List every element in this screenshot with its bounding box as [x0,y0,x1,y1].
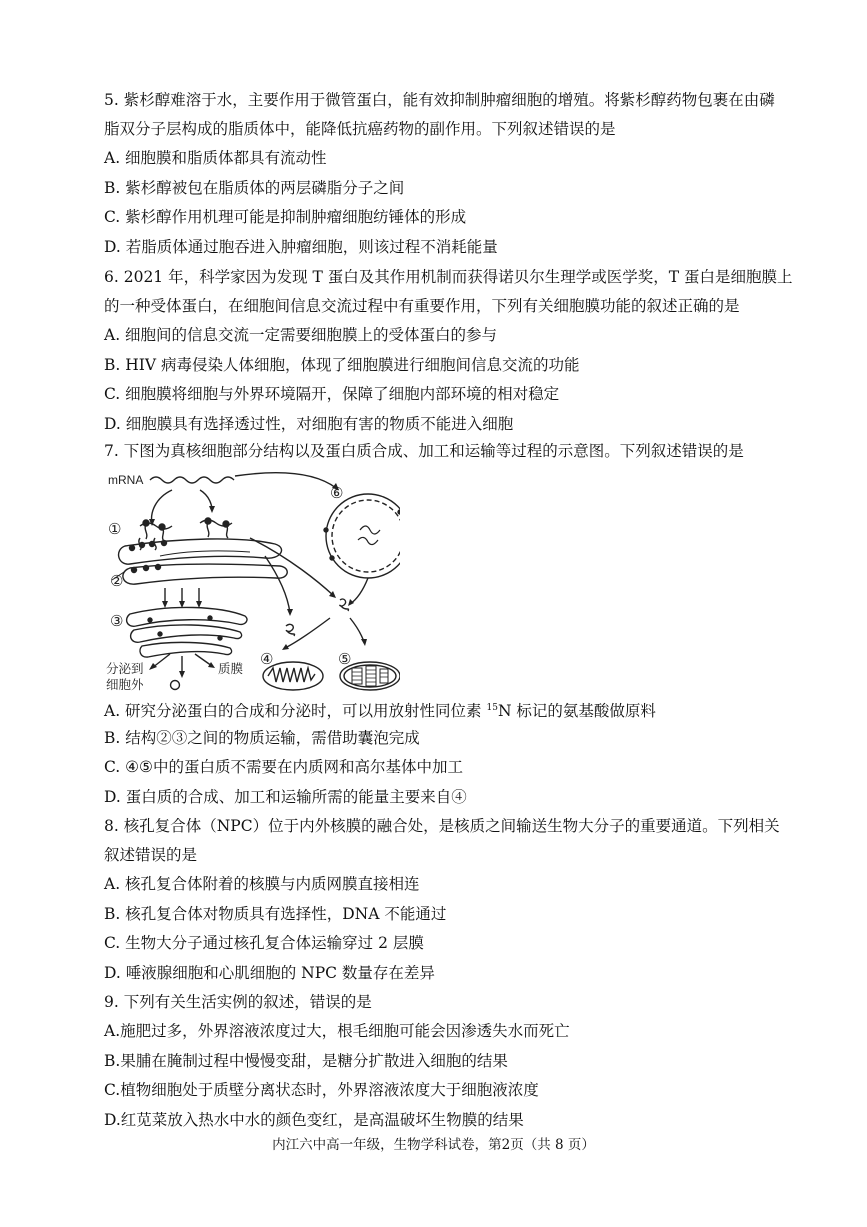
q8-option-c: C. 生物大分子通过核孔复合体运输穿过 2 层膜 [104,934,424,952]
label-4: ④ [260,651,274,668]
mitochondrion [263,662,323,690]
q9-option-b: B.果脯在腌制过程中慢慢变甜，是糖分扩散进入细胞的结果 [104,1051,508,1070]
q7-option-b: B. 结构②③之间的物质运输，需借助囊泡完成 [104,728,420,747]
q6-option-d: D. 细胞膜具有选择透过性，对细胞有害的物质不能进入细胞 [104,414,514,433]
cytosol-protein-left [286,624,295,636]
q9-stem-line1: 9. 下列有关生活实例的叙述，错误的是 [104,993,372,1011]
golgi-apparatus [127,607,247,657]
label-3: ③ [110,613,124,630]
arrow-mrna-left [152,490,172,523]
arrow-to-chloroplast [350,618,364,642]
membrane-label: 质膜 [218,662,244,676]
q8-stem-line2: 叙述错误的是 [104,846,198,864]
q5-stem-line2: 脂双分子层构成的脂质体中，能降低抗癌药物的副作用。下列叙述错误的是 [104,120,616,138]
page-footer: 内江六中高一年级，生物学科试卷，第2页（共 8 页） [272,1137,595,1153]
q7-stem-line1: 7. 下图为真核细胞部分结构以及蛋白质合成、加工和运输等过程的示意图。下列叙述错误的是 [104,442,744,460]
label-6: ⑥ [330,485,344,502]
q9-option-a: A.施肥过多，外界溶液浓度过大，根毛细胞可能会因渗透失水而死亡 [104,1022,570,1040]
question-7-stem [104,437,767,466]
q8-option-d: D. 唾液腺细胞和心肌细胞的 NPC 数量存在差异 [104,963,435,982]
nucleus [324,494,400,578]
label-5: ⑤ [338,651,352,668]
mrna-label: mRNA [108,473,144,487]
arrowhead [361,639,367,646]
arrow-to-nucleus [235,473,336,488]
arrow-to-cytosol-protein [265,556,290,613]
question-8 [104,812,780,988]
q8-option-b: B. 核孔复合体对物质具有选择性，DNA 不能通过 [104,904,447,923]
chloroplast [340,662,400,690]
free-ribosomes-left [140,520,172,541]
secrete-label-2: 细胞外 [106,678,144,692]
q5-option-b: B. 紫杉醇被包在脂质体的两层磷脂分子之间 [104,178,405,197]
arrows-er-to-golgi [162,588,202,608]
q6-stem-line1: 6. 2021 年，科学家因为发现 T 蛋白及其作用机制而获得诺贝尔生理学或医学奖，T 蛋白是细胞膜上 [104,268,793,286]
question-9 [104,988,767,1135]
q7-option-c: C. ④⑤中的蛋白质不需要在内质网和高尔基体中加工 [104,758,463,776]
q5-option-a: A. 细胞膜和脂质体都具有流动性 [104,149,327,167]
secreted-vesicle [171,681,180,690]
free-ribosomes-right [200,518,232,538]
arrows-golgi-out [149,654,215,678]
arrowhead [287,609,293,616]
q7-option-a-pre: A. 研究分泌蛋白的合成和分泌时，可以用放射性同位素 [104,702,487,721]
cytosol-protein-right [340,599,349,611]
q7-option-a [104,694,767,724]
mrna-strand [150,477,234,483]
secrete-label-1: 分泌到 [106,662,144,676]
q6-option-b: B. HIV 病毒侵染人体细胞，体现了细胞膜进行细胞间信息交流的功能 [104,355,580,374]
endoplasmic-reticulum [112,538,287,584]
isotope-mass-number: 15 [486,703,498,713]
q7-option-d: D. 蛋白质的合成、加工和运输所需的能量主要来自④ [104,787,467,806]
q6-option-a: A. 细胞间的信息交流一定需要细胞膜上的受体蛋白的参与 [104,326,498,344]
q6-option-c: C. 细胞膜将细胞与外界环境隔开，保障了细胞内部环境的相对稳定 [104,385,560,403]
q7-option-a-post: N 标记的氨基酸做原料 [497,702,656,721]
q6-stem-line2: 的一种受体蛋白，在细胞间信息交流过程中有重要作用，下列有关细胞膜功能的叙述正确的是 [104,297,740,315]
label-1: ① [108,521,122,538]
arrow-to-mitochondrion [285,618,330,648]
q9-option-d: D.红苋菜放入热水中水的颜色变红，是高温破坏生物膜的结果 [104,1110,524,1129]
question-7-options [104,694,767,812]
arrowhead [348,599,354,606]
question-6 [104,263,793,439]
arrow-to-organelle-protein [250,538,334,596]
arrowhead [209,506,215,513]
q8-option-a: A. 核孔复合体附着的核膜与内质网膜直接相连 [104,875,420,893]
cell-structure-figure [100,468,400,693]
q5-stem-line1: 5. 紫杉醇难溶于水，主要作用于微管蛋白，能有效抑制肿瘤细胞的增殖。将紫杉醇药物包裹在由磷 [104,91,775,109]
q8-stem-line1: 8. 核孔复合体（NPC）位于内外核膜的融合处，是核质之间输送生物大分子的重要通道。下列相关 [104,817,780,835]
label-2: ② [110,573,124,590]
q5-option-c: C. 紫杉醇作用机理可能是抑制肿瘤细胞纺锤体的形成 [104,208,467,226]
q5-option-d: D. 若脂质体通过胞吞进入肿瘤细胞，则该过程不消耗能量 [104,237,498,256]
question-5 [104,86,775,262]
q9-option-c: C.植物细胞处于质壁分离状态时，外界溶液浓度大于细胞液浓度 [104,1081,539,1099]
arrow-nucleus-down [350,578,368,604]
